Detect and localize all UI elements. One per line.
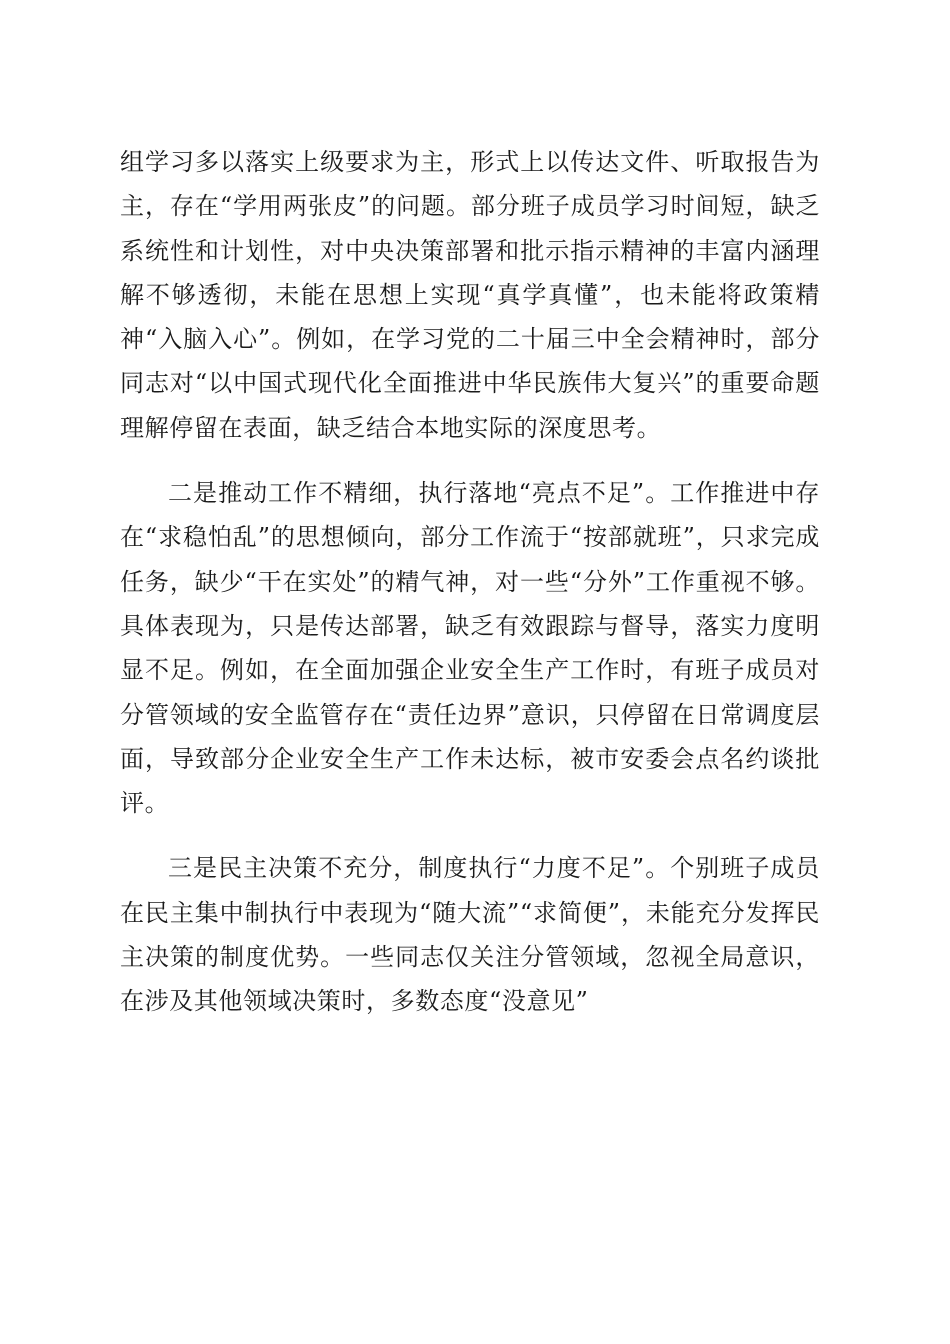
document-body bbox=[120, 140, 820, 1024]
paragraph-continuation: 组学习多以落实上级要求为主，形式上以传达文件、听取报告为主，存在“学用两张皮”的问题。部分班子成员学习时间短，缺乏系统性和计划性，对中央决策部署和批示指示精神的丰富内涵理解不够透彻，未能在思想上实现“真学真懂”，也未能将政策精神“入脑入心”。例如，在学习党的二十届三中全会精神时，部分同志对“以中国式现代化全面推进中华民族伟大复兴”的重要命题理解停留在表面，缺乏结合本地实际的深度思考。 bbox=[120, 148, 820, 442]
paragraph-point-three: 三是民主决策不充分，制度执行“力度不足”。个别班子成员在民主集中制执行中表现为“随大流”“求简便”，未能充分发挥民主决策的制度优势。一些同志仅关注分管领域，忽视全局意识，在涉及其他领域决策时，多数态度“没意见” bbox=[120, 854, 820, 1016]
paragraph-point-two: 二是推动工作不精细，执行落地“亮点不足”。工作推进中存在“求稳怕乱”的思想倾向，部分工作流于“按部就班”，只求完成任务，缺少“干在实处”的精气神，对一些“分外”工作重视不够。具体表现为，只是传达部署，缺乏有效跟踪与督导，落实力度明显不足。例如，在全面加强企业安全生产工作时，有班子成员对分管领域的安全监管存在“责任边界”意识，只停留在日常调度层面，导致部分企业安全生产工作未达标，被市安委会点名约谈批评。 bbox=[120, 479, 820, 818]
